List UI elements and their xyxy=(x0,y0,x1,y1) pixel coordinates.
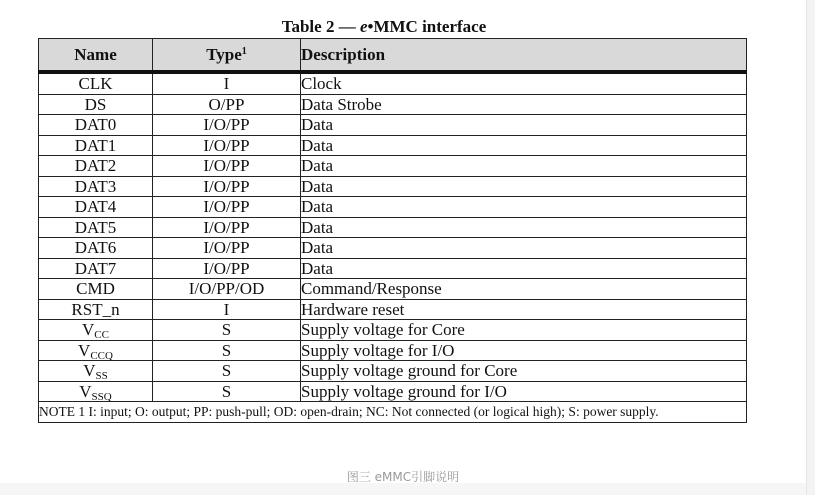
table-row xyxy=(39,197,747,218)
table-row xyxy=(39,135,747,156)
pin-name-subscript: CC xyxy=(94,329,109,341)
pin-type: S xyxy=(153,381,301,402)
pin-type: I/O/PP/OD xyxy=(153,279,301,300)
table-title-suffix: •MMC interface xyxy=(367,17,487,36)
table-body xyxy=(39,72,747,402)
pin-description: Data xyxy=(301,197,747,218)
table-title xyxy=(0,17,768,37)
pin-type: S xyxy=(153,361,301,382)
pin-name: V xyxy=(78,340,91,360)
pin-type: I/O/PP xyxy=(153,156,301,177)
pin-name-subscript: SSQ xyxy=(91,390,112,403)
pin-name: CMD xyxy=(76,279,115,298)
pin-description: Command/Response xyxy=(301,279,747,300)
pin-name: DAT2 xyxy=(74,156,117,175)
pin-description: Supply voltage ground for Core xyxy=(301,361,747,382)
pin-name: V xyxy=(83,361,96,380)
table-row xyxy=(39,279,747,300)
table-header-row xyxy=(39,39,747,73)
header-name: Name xyxy=(39,39,153,73)
header-description: Description xyxy=(301,39,747,73)
header-type-label: Type xyxy=(206,44,242,64)
pin-name-subscript: CCQ xyxy=(90,349,113,362)
table-row xyxy=(39,340,747,361)
pin-name-cell xyxy=(39,279,153,300)
pin-name-subscript: SS xyxy=(95,370,108,382)
pin-name-cell xyxy=(39,340,153,361)
page-right-edge xyxy=(806,0,815,495)
pin-name-cell xyxy=(39,217,153,238)
pin-type: O/PP xyxy=(153,94,301,115)
pin-name-cell xyxy=(39,238,153,259)
table-row xyxy=(39,299,747,320)
pin-type: I/O/PP xyxy=(153,217,301,238)
pin-name-cell xyxy=(39,258,153,279)
pin-name-cell xyxy=(39,361,153,382)
header-type xyxy=(153,39,301,73)
table-title-e: e xyxy=(359,17,368,36)
pin-type: I/O/PP xyxy=(153,135,301,156)
pin-type: I/O/PP xyxy=(153,197,301,218)
pin-name: DAT0 xyxy=(74,115,117,134)
pin-name: RST_n xyxy=(71,299,120,319)
pin-type: S xyxy=(153,340,301,361)
pin-name-cell xyxy=(39,381,153,402)
table-note: NOTE 1 I: input; O: output; PP: push-pull; OD: open-drain; NC: Not connected (or logical high); S: power supply. xyxy=(39,402,747,423)
pin-description: Data xyxy=(301,217,747,238)
pin-name-cell xyxy=(39,135,153,156)
table-row xyxy=(39,238,747,259)
pin-type: I xyxy=(153,72,301,94)
pin-description: Data xyxy=(301,156,747,177)
table-row xyxy=(39,320,747,341)
table-row xyxy=(39,217,747,238)
pin-name: DAT4 xyxy=(74,197,117,216)
table-row xyxy=(39,72,747,94)
pin-description: Hardware reset xyxy=(301,299,747,320)
pin-description: Data xyxy=(301,238,747,259)
pin-name-cell xyxy=(39,197,153,218)
pin-description: Data Strobe xyxy=(301,94,747,115)
pin-type: I/O/PP xyxy=(153,115,301,136)
pin-description: Data xyxy=(301,115,747,136)
figure-caption: 图三 eMMC引脚说明 xyxy=(346,470,460,484)
pin-name-cell xyxy=(39,94,153,115)
pin-name: DAT5 xyxy=(74,217,117,237)
pin-name: V xyxy=(82,320,95,339)
pin-type: I/O/PP xyxy=(153,176,301,197)
note-row xyxy=(39,402,747,423)
emmc-interface-table xyxy=(38,38,747,423)
pin-description: Supply voltage for I/O xyxy=(301,340,747,361)
table-title-prefix: Table 2 — xyxy=(281,17,360,36)
pin-type: I xyxy=(153,299,301,320)
pin-description: Supply voltage ground for I/O xyxy=(301,381,747,402)
pin-description: Data xyxy=(301,258,747,279)
pin-description: Data xyxy=(301,176,747,197)
pin-type: I/O/PP xyxy=(153,238,301,259)
table-row xyxy=(39,381,747,402)
pin-description: Clock xyxy=(301,72,747,94)
pin-name: V xyxy=(79,381,92,401)
table-row xyxy=(39,156,747,177)
pin-name-cell xyxy=(39,320,153,341)
header-type-footnote: 1 xyxy=(241,45,247,57)
table-row xyxy=(39,258,747,279)
pin-name: DAT1 xyxy=(74,135,117,155)
pin-name-cell xyxy=(39,299,153,320)
pin-name: DAT6 xyxy=(74,238,117,257)
pin-name-cell xyxy=(39,115,153,136)
pin-description: Supply voltage for Core xyxy=(301,320,747,341)
table-row xyxy=(39,361,747,382)
pin-description: Data xyxy=(301,135,747,156)
table-row xyxy=(39,94,747,115)
table-row xyxy=(39,115,747,136)
pin-type: S xyxy=(153,320,301,341)
pin-type: I/O/PP xyxy=(153,258,301,279)
pin-name-cell xyxy=(39,156,153,177)
table-row xyxy=(39,176,747,197)
pin-name-cell xyxy=(39,176,153,197)
pin-name: CLK xyxy=(78,74,113,93)
pin-name: DAT7 xyxy=(74,258,117,278)
pin-name: DAT3 xyxy=(74,176,117,196)
pin-name: DS xyxy=(84,94,107,114)
pin-name-cell xyxy=(39,72,153,94)
